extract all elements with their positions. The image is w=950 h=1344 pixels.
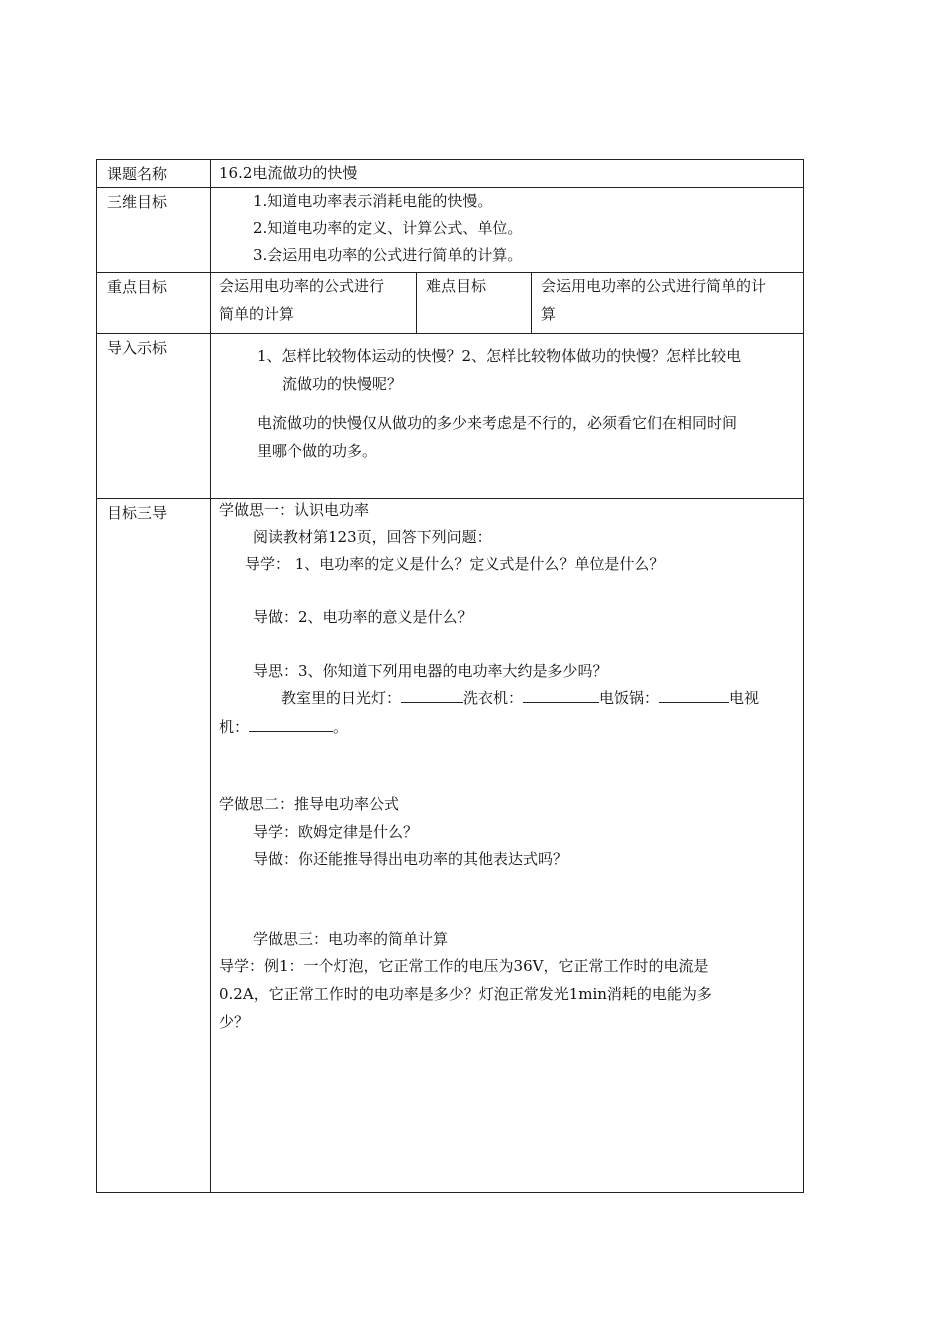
guide-label: 目标三导 [107, 504, 168, 522]
focus-label: 重点目标 [107, 278, 168, 296]
guide-question: 导做：你还能推导得出电功率的其他表达式吗？ [253, 850, 569, 868]
example-text: 导学：例1：一个灯泡，它正常工作的电压为36V，它正常工作时的电流是 [219, 957, 709, 975]
divider [416, 273, 417, 333]
section-title: 学做思一：认识电功率 [219, 501, 370, 519]
fill-in-line [281, 688, 759, 708]
goals-label: 三维目标 [107, 193, 168, 211]
section-title: 学做思三：电功率的简单计算 [253, 930, 449, 948]
example-text: 少？ [219, 1013, 250, 1031]
goal-item: 3.会运用电功率的公式进行简单的计算。 [253, 246, 523, 264]
guide-text: 阅读教材第123页，回答下列问题： [253, 528, 492, 546]
goals-label-cell [97, 188, 211, 272]
divider [531, 273, 532, 333]
intro-text: 里哪个做的功多。 [257, 442, 378, 460]
difficulty-label: 难点目标 [426, 277, 487, 295]
example-text: 0.2A，它正常工作时的电功率是多少？灯泡正常发光1min消耗的电能为多 [219, 985, 712, 1003]
fill-label: 。 [333, 718, 349, 736]
guide-row [96, 498, 804, 1193]
intro-row [96, 333, 804, 498]
guide-question: 导学：欧姆定律是什么？ [253, 823, 419, 841]
lesson-title: 16.2电流做功的快慢 [219, 164, 358, 182]
key-goal-text: 简单的计算 [219, 305, 295, 323]
guide-label-cell [97, 499, 211, 1192]
difficulty-goal-text: 算 [541, 305, 557, 323]
goals-row [96, 187, 804, 272]
key-goal-text: 会运用电功率的公式进行 [219, 277, 385, 295]
answer-blank[interactable] [659, 688, 729, 703]
answer-blank[interactable] [401, 688, 463, 703]
intro-text: 1、怎样比较物体运动的快慢？2、怎样比较物体做功的快慢？怎样比较电 [257, 347, 742, 365]
guide-question: 导思：3、你知道下列用电器的电功率大约是多少吗？ [253, 662, 608, 680]
fill-label: 洗衣机： [463, 689, 524, 707]
fill-in-line [219, 717, 348, 737]
intro-text: 流做功的快慢呢？ [282, 375, 403, 393]
title-label: 课题名称 [107, 165, 168, 183]
title-row [96, 159, 804, 187]
intro-text: 电流做功的快慢仅从做功的多少来考虑是不行的，必须看它们在相同时间 [257, 414, 738, 432]
intro-label: 导入示标 [107, 339, 168, 357]
focus-label-cell [97, 273, 211, 333]
goal-item: 2.知道电功率的定义、计算公式、单位。 [253, 219, 523, 237]
section-title: 学做思二：推导电功率公式 [219, 795, 400, 813]
fill-label: 电视 [729, 689, 760, 707]
answer-blank[interactable] [249, 717, 333, 732]
focus-row [96, 272, 804, 333]
difficulty-goal-text: 会运用电功率的公式进行简单的计 [541, 277, 767, 295]
guide-question: 导学： 1、电功率的定义是什么？定义式是什么？单位是什么？ [245, 555, 665, 573]
fill-label: 机： [219, 718, 250, 736]
goal-item: 1.知道电功率表示消耗电能的快慢。 [253, 192, 493, 210]
guide-question: 导做：2、电功率的意义是什么？ [253, 608, 473, 626]
fill-label: 电饭锅： [599, 689, 660, 707]
fill-label: 教室里的日光灯： [281, 689, 402, 707]
title-label-cell [97, 160, 211, 187]
intro-label-cell [97, 334, 211, 498]
answer-blank[interactable] [523, 688, 599, 703]
